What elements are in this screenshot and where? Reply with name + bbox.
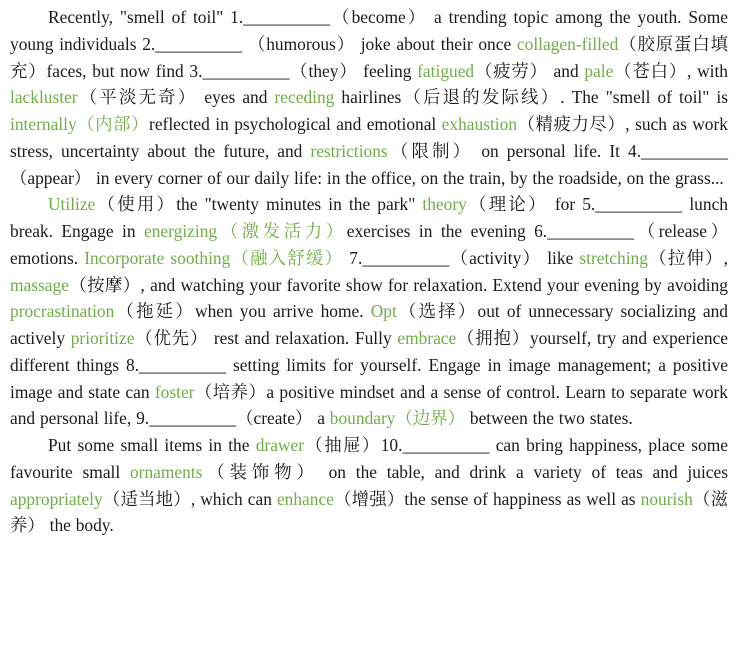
highlighted-term: ornaments (129, 461, 203, 482)
text-run: （拖延）when you arrive home. (114, 301, 371, 322)
text-run: （装饰物） on the table, and drink a variety of teas and juices (202, 461, 728, 482)
text-run: hairlines（后退的发际线）. The "smell of toil" is (334, 87, 728, 108)
highlighted-term: embrace (397, 328, 457, 348)
highlighted-term: internally (10, 114, 77, 134)
highlighted-term: Opt (370, 301, 397, 322)
highlighted-term: collagen-filled (516, 33, 619, 54)
text-run: reflected in psychological and emotional (149, 114, 442, 134)
highlighted-term: Incorporate soothing (84, 247, 231, 268)
highlighted-term: receding (274, 87, 335, 108)
highlighted-term: （内部） (76, 114, 150, 134)
highlighted-term: Utilize (48, 194, 96, 215)
highlighted-term: energizing (144, 221, 218, 241)
paragraph-3 (10, 432, 728, 539)
text-run: （疲劳） and (474, 60, 585, 81)
text-run: （苍白）, with (613, 60, 728, 81)
highlighted-term: （边界） (395, 408, 466, 429)
highlighted-term: prioritize (70, 328, 135, 348)
text-run: （选择）out of unnecessary socializing and actively (10, 301, 728, 348)
highlighted-term: boundary (329, 408, 396, 429)
highlighted-term: fatigued (417, 60, 475, 81)
highlighted-term: （融入舒缓） (230, 247, 344, 268)
text-run: （平淡无奇） eyes and (77, 87, 275, 108)
highlighted-term: exhaustion (441, 114, 518, 134)
text-run: exercises in the evening 6.__________（release） emotions. (10, 221, 728, 268)
highlighted-term: massage (10, 274, 69, 295)
text-run: （培养）a positive mindset and a sense of control. Learn to separate work and personal life, 9.__________（create） a (10, 381, 729, 429)
text-run: Recently, "smell of toil" 1.__________（become） a trending topic among the youth. Some young individuals 2.__________ （humorous） joke about their once (10, 7, 728, 54)
highlighted-term: theory (422, 194, 467, 215)
text-run: （拥抱）yourself, try and experience different things 8.__________ setting limits for yourself. Engage in image management; a positive image and state can (10, 328, 729, 402)
highlighted-term: enhance (276, 488, 334, 509)
text-run: （抽屉）10.__________ can bring happiness, place some favourite small (10, 435, 728, 482)
paragraph-2 (10, 191, 728, 432)
highlighted-term: appropriately (10, 488, 103, 509)
text-run: （精疲力尽）, such as work stress, uncertainty about the future, and (10, 114, 728, 161)
highlighted-term: stretching (579, 247, 648, 268)
text-run: （限制） on personal life. It 4.__________（appear） in every corner of our daily life: in the office, on the train, by the roadside, on the grass... (10, 140, 728, 188)
text-run: （优先） rest and relaxation. Fully (134, 328, 398, 348)
text-run: Put some small items in the (48, 435, 256, 455)
text-run: （使用）the "twenty minutes in the park" (95, 194, 423, 215)
highlighted-term: lackluster (10, 87, 78, 108)
highlighted-term: pale (584, 60, 614, 81)
highlighted-term: procrastination (10, 301, 115, 322)
highlighted-term: restrictions (310, 140, 388, 161)
text-run: （理论） for 5.__________ lunch break. Engage in (10, 194, 728, 241)
paragraph-1 (10, 4, 728, 191)
text-run: （增强）the sense of happiness as well as (333, 488, 641, 509)
highlighted-term: foster (154, 381, 195, 402)
text-run: between the two states. (465, 408, 633, 429)
highlighted-term: nourish (640, 488, 693, 509)
highlighted-term: drawer (255, 435, 304, 455)
text-run: （按摩）, and watching your favorite show for relaxation. Extend your evening by avoiding (68, 274, 728, 295)
text-run: （滋养） the body. (10, 488, 728, 536)
highlighted-term: （激发活力） (217, 221, 347, 241)
text-run: （拉伸）, (647, 247, 728, 268)
text-run: 7.__________（activity） like (343, 247, 580, 268)
text-run: （胶原蛋白填充）faces, but now find 3.__________（they） feeling (10, 33, 728, 81)
text-run: （适当地）, which can (102, 488, 277, 509)
